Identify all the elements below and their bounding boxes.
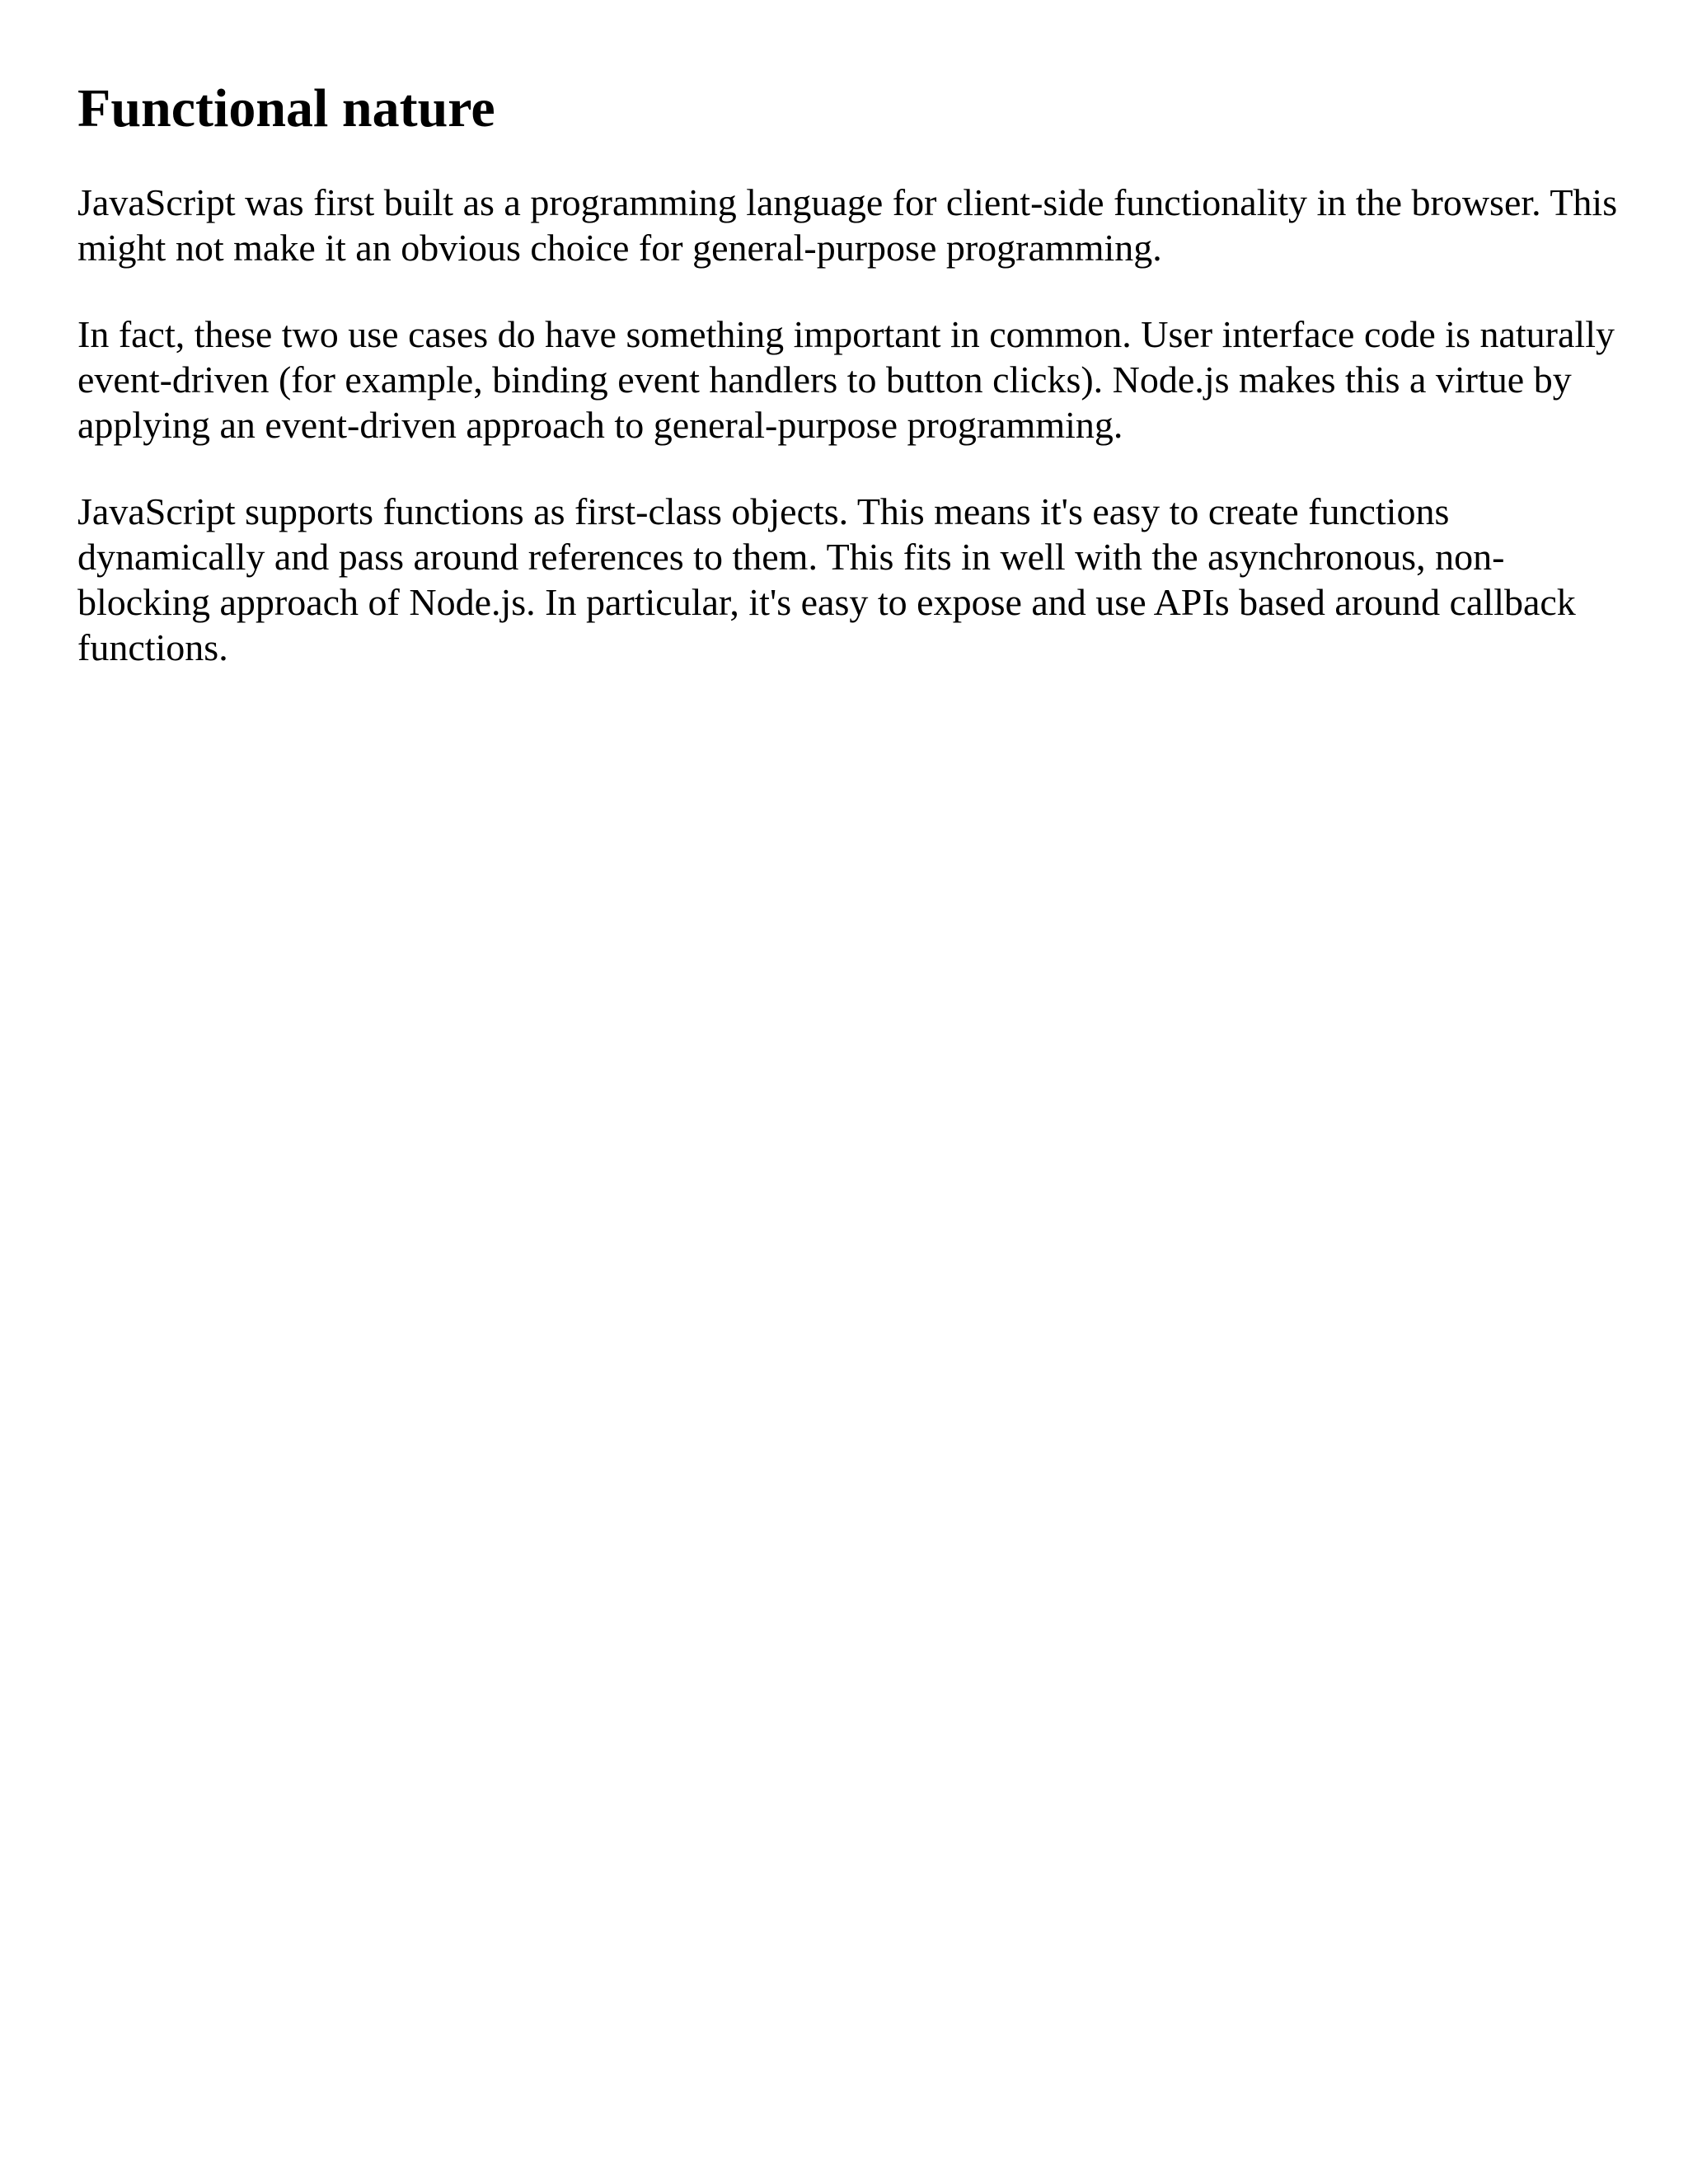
- paragraph-first-class-functions: JavaScript supports functions as first-class objects. This means it's easy to create functions dynamically and pass around references to them. This fits in well with the asynchronous, non-blocking approach of Node.js. In particular, it's easy to expose and use APIs based around callback functions.: [77, 490, 1576, 668]
- document-page: [77, 76, 1627, 711]
- paragraph-event-driven: In fact, these two use cases do have something important in common. User interface code is naturally event-driven (for example, binding event handlers to button clicks). Node.js makes this a virtue by applying an event-driven approach to general-purpose programming.: [77, 313, 1615, 446]
- paragraph-browser-origins: JavaScript was first built as a programming language for client-side functionality in the browser. This might not make it an obvious choice for general-purpose programming.: [77, 181, 1618, 269]
- section-heading: Functional nature: [77, 78, 495, 138]
